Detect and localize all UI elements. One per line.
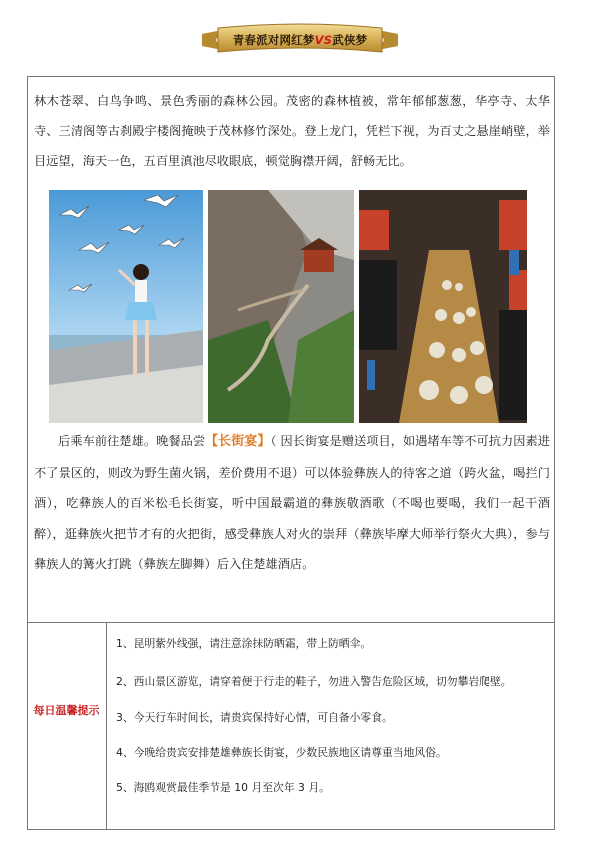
daily-tips-label: 每日温馨提示 xyxy=(33,704,100,717)
evening-text-before: 后乘车前往楚雄。晚餐品尝 xyxy=(58,434,206,448)
banner-text-part2: 武侠梦 xyxy=(332,33,368,47)
intro-paragraph: 林木苍翠、白鸟争鸣、景色秀丽的森林公园。茂密的森林植被，常年郁郁葱葱，华亭寺、太华寺、三清阁等古刹殿宇楼阁掩映于茂林修竹深处。登上龙门，凭栏下视，为百丈之悬崖峭壁，举目远望，海天一色，五百里滇池尽收眼底，顿觉胸襟开阔，舒畅无比。 xyxy=(34,94,550,168)
title-banner xyxy=(200,20,400,60)
dragon-gate-cliff-photo xyxy=(208,190,354,423)
tip-item: 2、西山景区游览，请穿着便于行走的鞋子，勿进入警告危险区域，切勿攀岩爬壁。 xyxy=(116,675,512,688)
evening-paragraph xyxy=(34,426,550,580)
evening-text-after: （ 因长街宴是赠送项目，如遇堵车等不可抗力因素进不了景区的，则改为野生菌火锅，差价费用不退）可以体验彝族人的待客之道（跨火盆，喝拦门酒），吃彝族人的百米松毛长街宴，听中国最霸道的彝族敬酒歌（不喝也要喝，我们一起干酒醉），逛彝族火把节才有的火把街，感受彝族人对火的崇拜（彝族毕摩大师举行祭火大典），参与彝族人的篝火打跳（彝族左脚舞）后入住楚雄酒店。 xyxy=(34,434,550,571)
seagull-beach-photo xyxy=(49,190,203,423)
tip-item: 4、今晚给贵宾安排楚雄彝族长街宴，少数民族地区请尊重当地风俗。 xyxy=(116,746,447,759)
long-street-banquet-photo xyxy=(359,190,527,423)
tips-column-divider xyxy=(106,622,107,830)
tip-item: 5、海鸥观赏最佳季节是 10 月至次年 3 月。 xyxy=(116,781,330,794)
banner-text-part1: 青春派对网红梦 xyxy=(232,33,315,47)
tip-item: 3、今天行车时间长，请贵宾保持好心情，可自备小零食。 xyxy=(116,711,393,724)
tip-item: 1、昆明紫外线强，请注意涂抹防晒霜，带上防晒伞。 xyxy=(116,637,372,650)
long-street-feast-highlight: 【长街宴】 xyxy=(205,434,271,449)
banner-vs: VS xyxy=(314,33,333,47)
